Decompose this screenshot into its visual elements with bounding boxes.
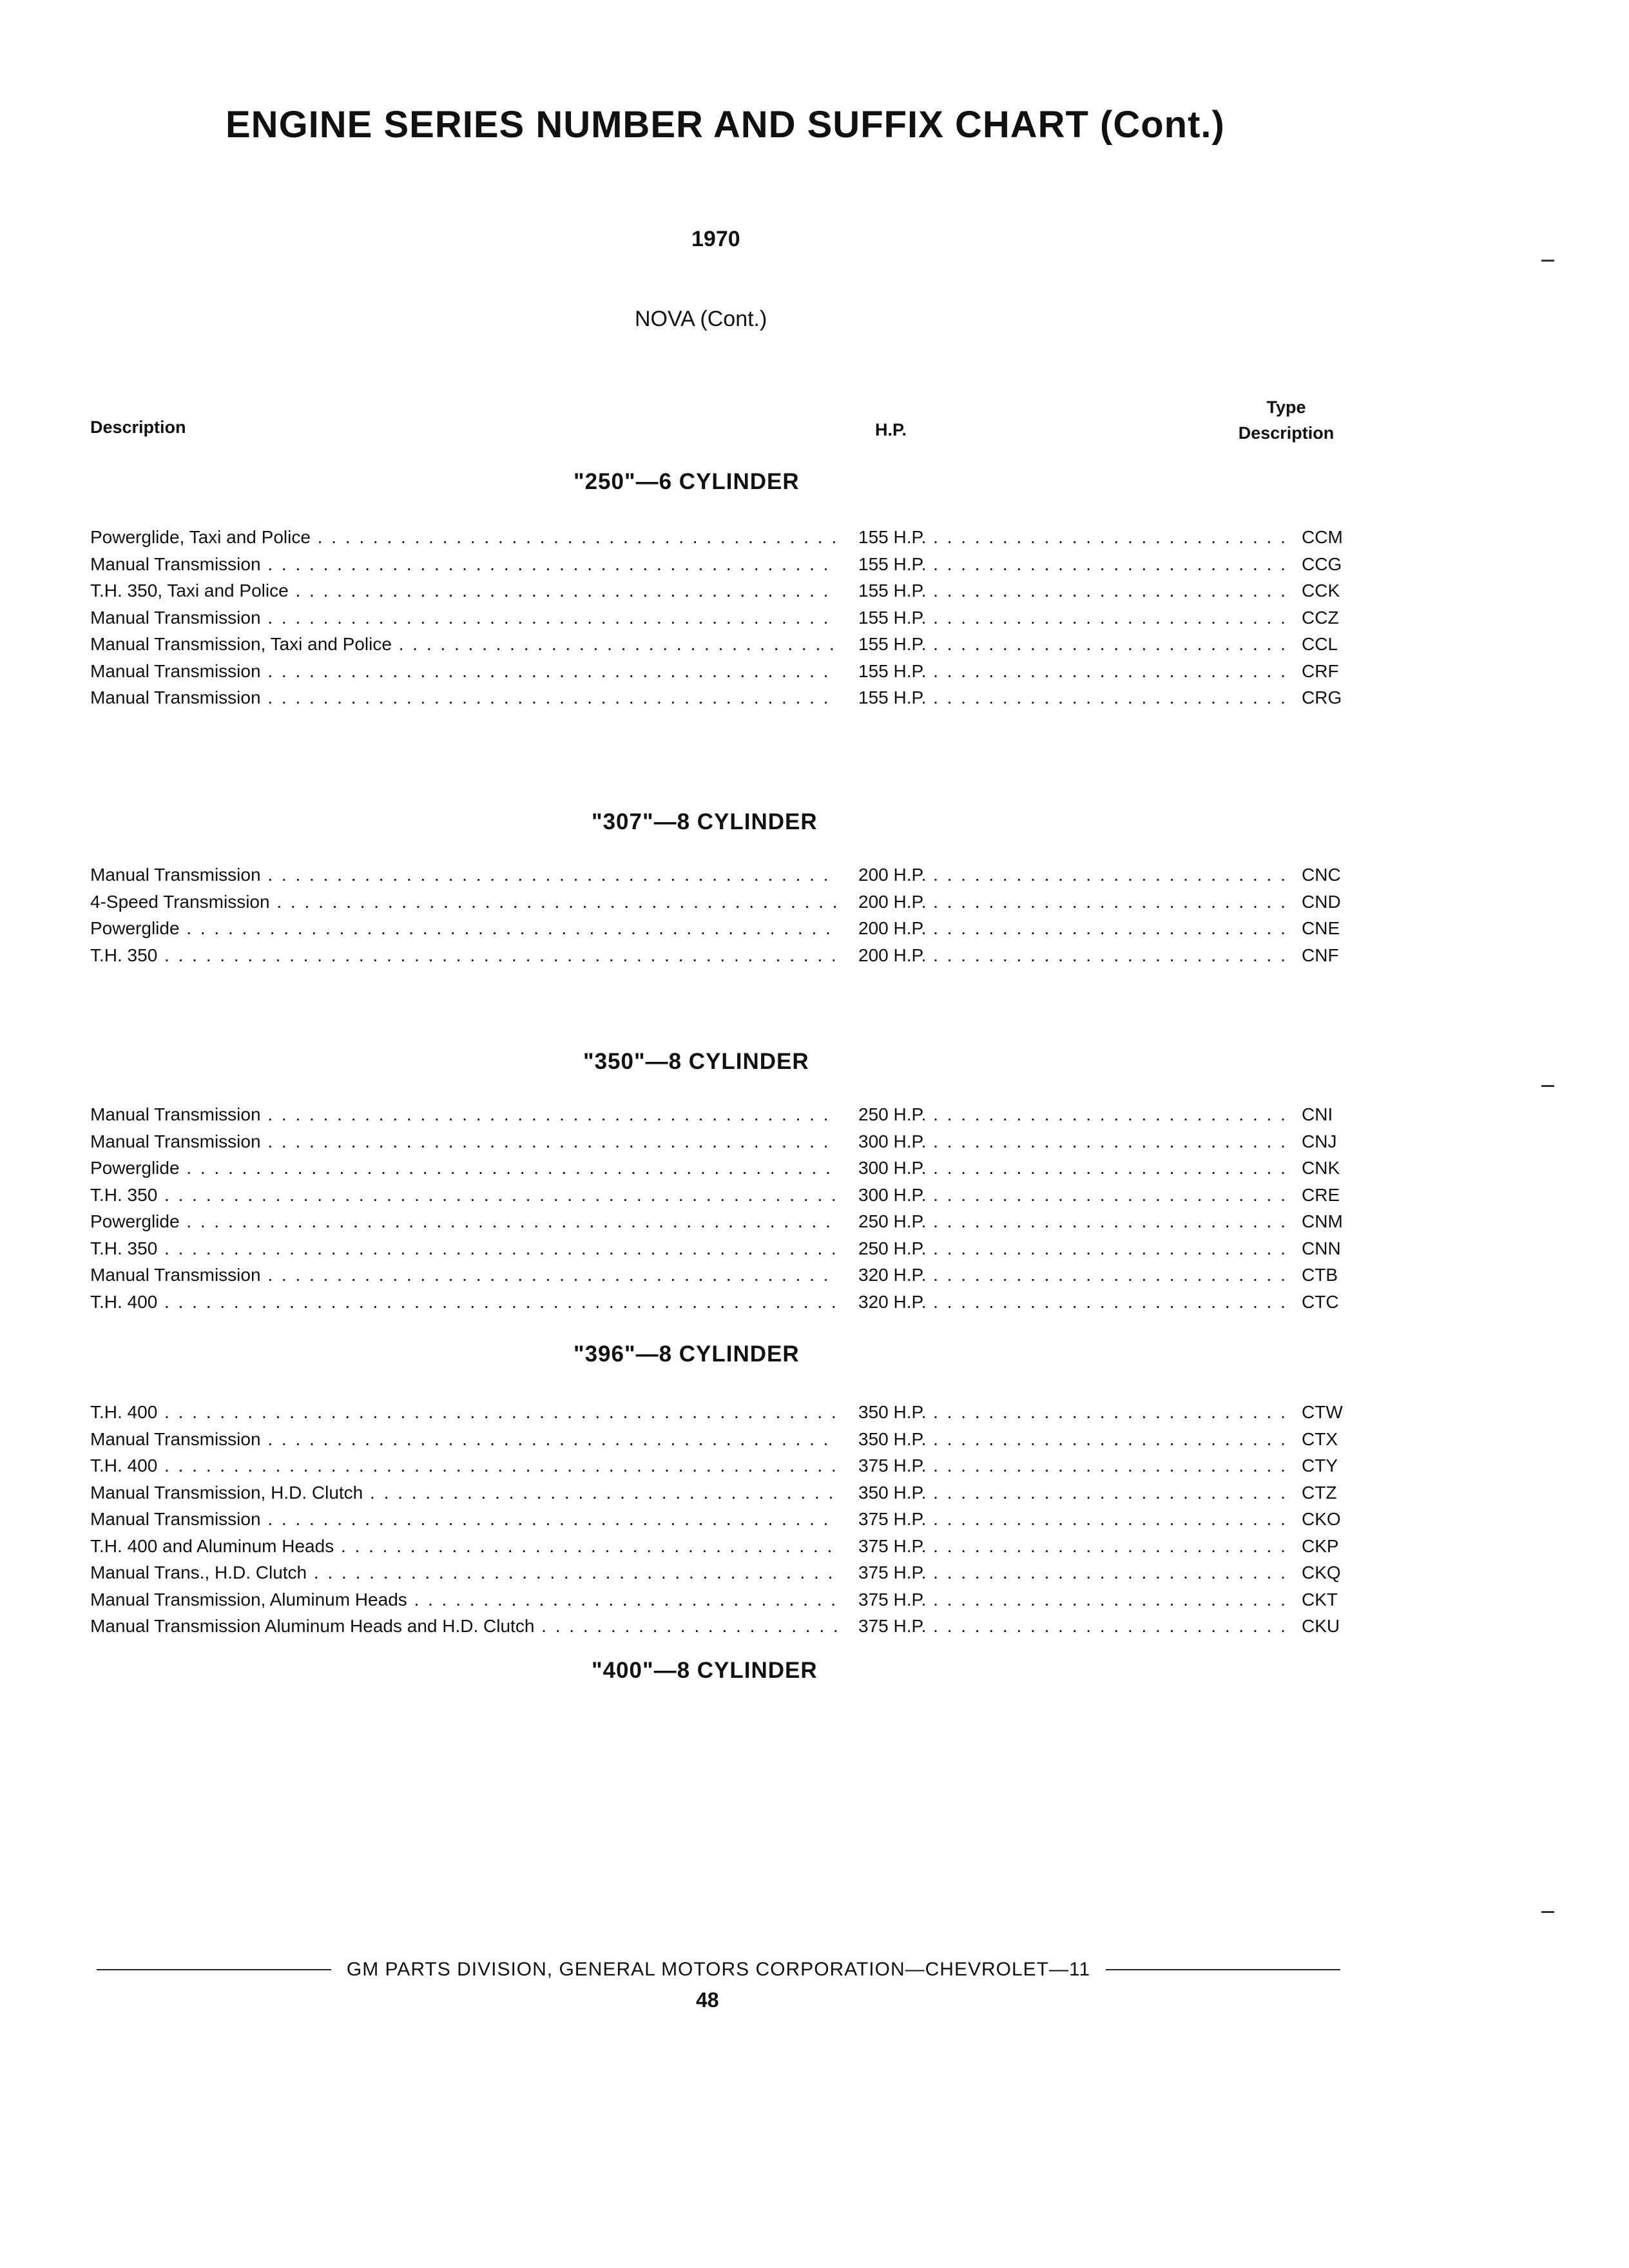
row-description: Manual Transmission . . .: [90, 862, 838, 888]
page-footer: [97, 1959, 1340, 1981]
row-type-code: CND: [1290, 889, 1373, 915]
model-heading: NOVA (Cont.): [635, 307, 767, 331]
row-horsepower: 300 H.P. . . .: [858, 1182, 1354, 1208]
row-horsepower: 320 H.P. . . .: [858, 1262, 1354, 1288]
footer-rule-left: [97, 1969, 331, 1970]
row-type-code: CRG: [1290, 685, 1373, 711]
column-header-description: Description: [90, 418, 186, 437]
table-row: [90, 862, 1379, 888]
footer-text: GM PARTS DIVISION, GENERAL MOTORS CORPORATION—CHEVROLET—11: [346, 1959, 1091, 1980]
table-row: [90, 605, 1379, 631]
table-row: [90, 1209, 1379, 1235]
row-horsepower: 155 H.P. . . .: [858, 552, 1354, 577]
page-number: 48: [696, 1988, 719, 2012]
row-type-code: CNE: [1290, 916, 1373, 941]
table-row: [90, 1129, 1379, 1155]
row-type-code: CKT: [1290, 1587, 1373, 1613]
row-type-code: CNK: [1290, 1155, 1373, 1181]
table-row: [90, 1533, 1379, 1559]
row-horsepower: 375 H.P. . . .: [858, 1506, 1354, 1532]
table-row: [90, 658, 1379, 684]
section-title: "350"—8 CYLINDER: [583, 1049, 809, 1074]
table-row: [90, 943, 1379, 968]
row-horsepower: 200 H.P. . . .: [858, 916, 1354, 941]
row-description: T.H. 400 . . .: [90, 1453, 838, 1479]
row-type-code: CTX: [1290, 1427, 1373, 1452]
row-type-code: CNI: [1290, 1102, 1373, 1128]
row-description: T.H. 350 . . .: [90, 1236, 838, 1262]
footer-rule-right: [1106, 1969, 1340, 1970]
row-description: Manual Transmission . . .: [90, 658, 838, 684]
section-title: "396"—8 CYLINDER: [574, 1341, 800, 1367]
row-description: Manual Transmission . . .: [90, 1427, 838, 1452]
row-horsepower: 375 H.P. . . .: [858, 1613, 1354, 1639]
row-description: Manual Transmission, Taxi and Police . . .: [90, 631, 838, 657]
table-row: [90, 1155, 1379, 1181]
row-horsepower: 320 H.P. . . .: [858, 1289, 1354, 1315]
column-header-type-line2: Description: [1238, 423, 1335, 443]
table-row: [90, 1560, 1379, 1586]
row-type-code: CRE: [1290, 1182, 1373, 1208]
row-horsepower: 375 H.P. . . .: [858, 1453, 1354, 1479]
table-row: [90, 1427, 1379, 1452]
table-row: [90, 1613, 1379, 1639]
table-row: [90, 1102, 1379, 1128]
table-row: [90, 1480, 1379, 1506]
row-horsepower: 155 H.P. . . .: [858, 631, 1354, 657]
row-description: Manual Transmission . . .: [90, 685, 838, 711]
row-description: T.H. 350 . . .: [90, 943, 838, 968]
row-description: T.H. 350 . . .: [90, 1182, 838, 1208]
table-row: [90, 1453, 1379, 1479]
row-horsepower: 300 H.P. . . .: [858, 1129, 1354, 1155]
row-horsepower: 300 H.P. . . .: [858, 1155, 1354, 1181]
column-header-type-line1: Type: [1266, 398, 1306, 417]
row-description: Manual Transmission . . .: [90, 552, 838, 577]
row-description: Powerglide . . .: [90, 1155, 838, 1181]
page-title: ENGINE SERIES NUMBER AND SUFFIX CHART (Cont.): [226, 104, 1225, 146]
row-horsepower: 375 H.P. . . .: [858, 1560, 1354, 1586]
row-type-code: CKO: [1290, 1506, 1373, 1532]
row-description: Manual Transmission . . .: [90, 1129, 838, 1155]
row-type-code: CTB: [1290, 1262, 1373, 1288]
row-description: Manual Trans., H.D. Clutch . . .: [90, 1560, 838, 1586]
row-horsepower: 200 H.P. . . .: [858, 889, 1354, 915]
row-type-code: CNC: [1290, 862, 1373, 888]
row-horsepower: 250 H.P. . . .: [858, 1236, 1354, 1262]
row-horsepower: 155 H.P. . . .: [858, 658, 1354, 684]
table-row: [90, 552, 1379, 577]
row-type-code: CKU: [1290, 1613, 1373, 1639]
section-title: "400"—8 CYLINDER: [592, 1658, 818, 1683]
margin-mark: [1541, 1911, 1554, 1913]
table-row: [90, 524, 1379, 550]
row-type-code: CRF: [1290, 658, 1373, 684]
row-description: Manual Transmission . . .: [90, 1102, 838, 1128]
row-type-code: CCK: [1290, 578, 1373, 604]
row-horsepower: 155 H.P. . . .: [858, 605, 1354, 631]
section-title: "250"—6 CYLINDER: [574, 469, 800, 494]
table-row: [90, 889, 1379, 915]
row-type-code: CCG: [1290, 552, 1373, 577]
table-row: [90, 1182, 1379, 1208]
row-type-code: CTW: [1290, 1399, 1373, 1425]
table-row: [90, 1289, 1379, 1315]
table-row: [90, 1587, 1379, 1613]
year-heading: 1970: [691, 227, 740, 251]
row-description: Manual Transmission . . .: [90, 605, 838, 631]
row-horsepower: 375 H.P. . . .: [858, 1587, 1354, 1613]
row-horsepower: 350 H.P. . . .: [858, 1399, 1354, 1425]
margin-mark: [1541, 260, 1554, 262]
table-row: [90, 916, 1379, 941]
row-horsepower: 375 H.P. . . .: [858, 1533, 1354, 1559]
row-type-code: CNF: [1290, 943, 1373, 968]
row-type-code: CTZ: [1290, 1480, 1373, 1506]
table-row: [90, 578, 1379, 604]
row-horsepower: 350 H.P. . . .: [858, 1480, 1354, 1506]
row-horsepower: 155 H.P. . . .: [858, 578, 1354, 604]
row-type-code: CNJ: [1290, 1129, 1373, 1155]
row-type-code: CCZ: [1290, 605, 1373, 631]
row-type-code: CKP: [1290, 1533, 1373, 1559]
row-horsepower: 155 H.P. . . .: [858, 685, 1354, 711]
row-description: Powerglide . . .: [90, 916, 838, 941]
table-row: [90, 1236, 1379, 1262]
row-type-code: CCL: [1290, 631, 1373, 657]
row-description: Manual Transmission Aluminum Heads and H.D. Clutch . . .: [90, 1613, 838, 1639]
row-horsepower: 200 H.P. . . .: [858, 943, 1354, 968]
table-row: [90, 685, 1379, 711]
row-description: Manual Transmission . . .: [90, 1506, 838, 1532]
row-type-code: CKQ: [1290, 1560, 1373, 1586]
row-description: T.H. 350, Taxi and Police . . .: [90, 578, 838, 604]
row-horsepower: 350 H.P. . . .: [858, 1427, 1354, 1452]
row-type-code: CNM: [1290, 1209, 1373, 1235]
table-row: [90, 1262, 1379, 1288]
row-description: 4-Speed Transmission . . .: [90, 889, 838, 915]
table-row: [90, 631, 1379, 657]
row-description: T.H. 400 . . .: [90, 1289, 838, 1315]
row-horsepower: 250 H.P. . . .: [858, 1102, 1354, 1128]
column-header-hp: H.P.: [875, 420, 907, 439]
row-horsepower: 155 H.P. . . .: [858, 524, 1354, 550]
row-horsepower: 200 H.P. . . .: [858, 862, 1354, 888]
row-type-code: CCM: [1290, 524, 1373, 550]
section-title: "307"—8 CYLINDER: [592, 809, 818, 834]
row-type-code: CNN: [1290, 1236, 1373, 1262]
row-description: Manual Transmission, H.D. Clutch . . .: [90, 1480, 838, 1506]
row-description: T.H. 400 . . .: [90, 1399, 838, 1425]
row-horsepower: 250 H.P. . . .: [858, 1209, 1354, 1235]
column-header-type: [1231, 394, 1342, 446]
row-description: Powerglide, Taxi and Police . . .: [90, 524, 838, 550]
row-description: T.H. 400 and Aluminum Heads . . .: [90, 1533, 838, 1559]
row-description: Manual Transmission, Aluminum Heads . . .: [90, 1587, 838, 1613]
row-description: Manual Transmission . . .: [90, 1262, 838, 1288]
row-type-code: CTY: [1290, 1453, 1373, 1479]
table-row: [90, 1506, 1379, 1532]
margin-mark: [1541, 1085, 1554, 1087]
table-row: [90, 1399, 1379, 1425]
row-description: Powerglide . . .: [90, 1209, 838, 1235]
row-type-code: CTC: [1290, 1289, 1373, 1315]
